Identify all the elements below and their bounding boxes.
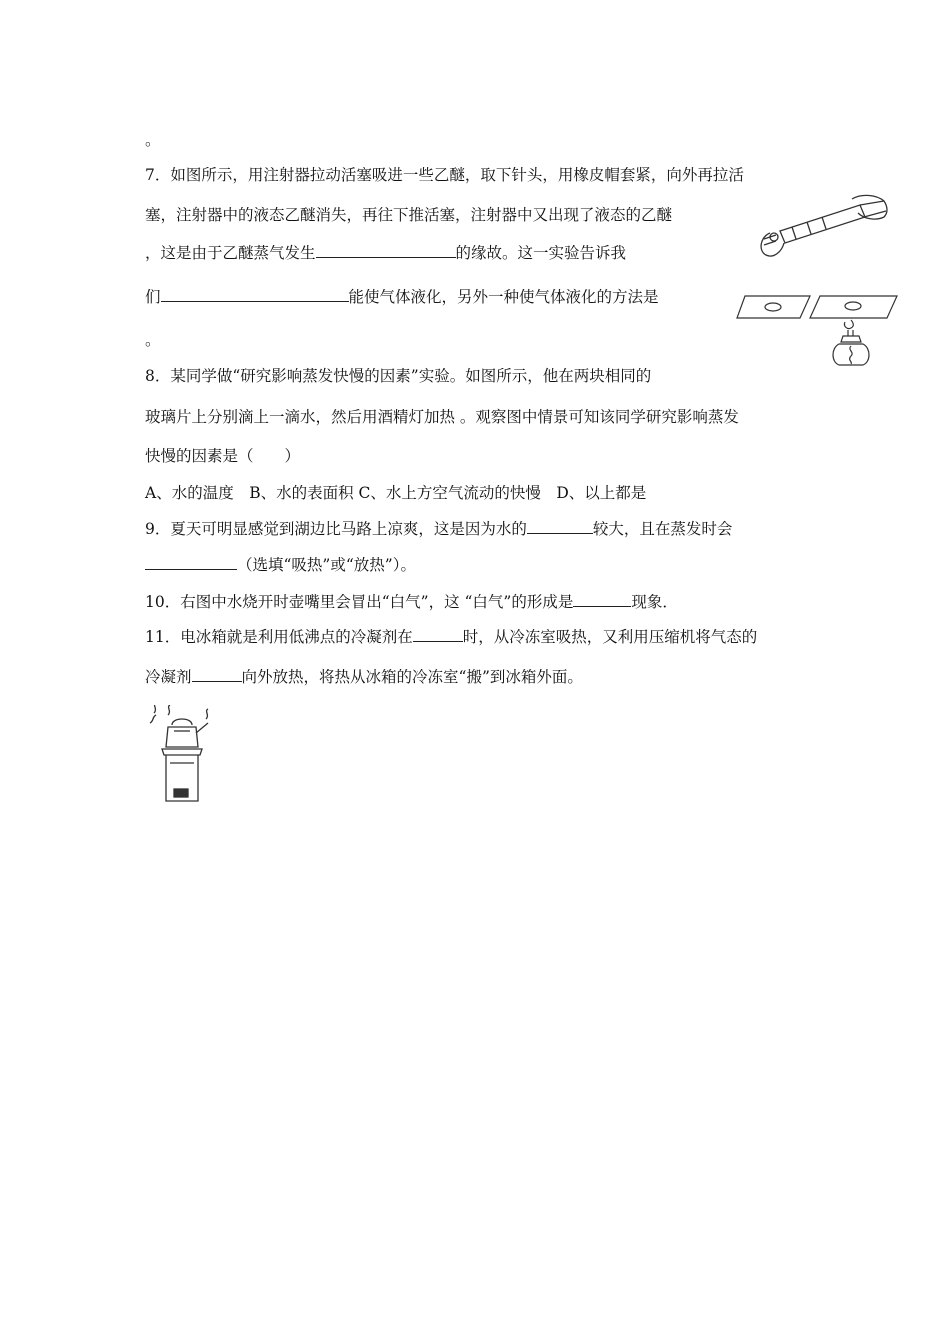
q10-blank[interactable]	[573, 592, 631, 607]
q10-line	[145, 592, 678, 612]
q9-line-1	[145, 519, 732, 539]
q8-line-3: 快慢的因素是（ ）	[145, 447, 301, 465]
q11-line-2-text-b: 向外放热，将热从冰箱的冷冻室“搬”到冰箱外面。	[241, 668, 583, 686]
q9-line-2-text: （选填“吸热”或“放热”）。	[237, 556, 416, 574]
q7-line-5: 。	[145, 331, 161, 349]
q11-line-2	[145, 667, 583, 687]
q7-line-4-text-b: 能使气体液化，另外一种使气体液化的方法是	[348, 288, 659, 306]
q11-line-2-text-a: 冷凝剂	[145, 668, 192, 686]
line-period-top: 。	[145, 131, 161, 149]
q9-line-1-text-a: 9．夏天可明显感觉到湖边比马路上凉爽，这是因为水的	[145, 520, 527, 538]
q7-line-3	[145, 243, 626, 263]
q7-line-3-text-b: 的缘故。这一实验告诉我	[455, 244, 627, 262]
q8-line-2: 玻璃片上分别滴上一滴水，然后用酒精灯加热 。观察图中情景可知该同学研究影响蒸发	[145, 408, 739, 426]
q9-blank-1[interactable]	[527, 519, 593, 534]
q11-line-1-text-a: 11．电冰箱就是利用低沸点的冷凝剂在	[145, 628, 413, 646]
q11-line-1	[145, 627, 757, 647]
q8-options: A、水的温度 B、水的表面积 C、水上方空气流动的快慢 D、以上都是	[145, 484, 647, 502]
q7-blank-2[interactable]	[161, 287, 349, 302]
syringe-figure	[752, 193, 894, 268]
q8-line-1: 8．某同学做“研究影响蒸发快慢的因素”实验。如图所示，他在两块相同的	[145, 367, 652, 385]
q7-line-3-text-a: ，这是由于乙醚蒸气发生	[145, 244, 316, 262]
q10-text-b: 现象．	[631, 593, 678, 611]
evaporation-experiment-figure	[735, 288, 900, 368]
q10-text-a: 10．右图中水烧开时壶嘴里会冒出“白气”，这 “白气”的形成是	[145, 593, 574, 611]
q7-line-4-text-a: 们	[145, 288, 161, 306]
q9-line-2	[145, 555, 416, 575]
q7-line-4	[145, 287, 659, 307]
q11-line-1-text-b: 时，从冷冻室吸热，又利用压缩机将气态的	[462, 628, 758, 646]
q9-line-1-text-b: 较大，且在蒸发时会	[592, 520, 733, 538]
q7-blank-1[interactable]	[316, 243, 456, 258]
q11-blank-1[interactable]	[413, 627, 463, 642]
q11-blank-2[interactable]	[192, 667, 242, 682]
kettle-figure	[148, 705, 220, 805]
q7-line-2: 塞，注射器中的液态乙醚消失，再往下推活塞，注射器中又出现了液态的乙醚	[145, 206, 673, 224]
q9-blank-2[interactable]	[145, 555, 237, 570]
q7-line-1: 7．如图所示，用注射器拉动活塞吸进一些乙醚，取下针头，用橡皮帽套紧，向外再拉活	[145, 166, 744, 184]
